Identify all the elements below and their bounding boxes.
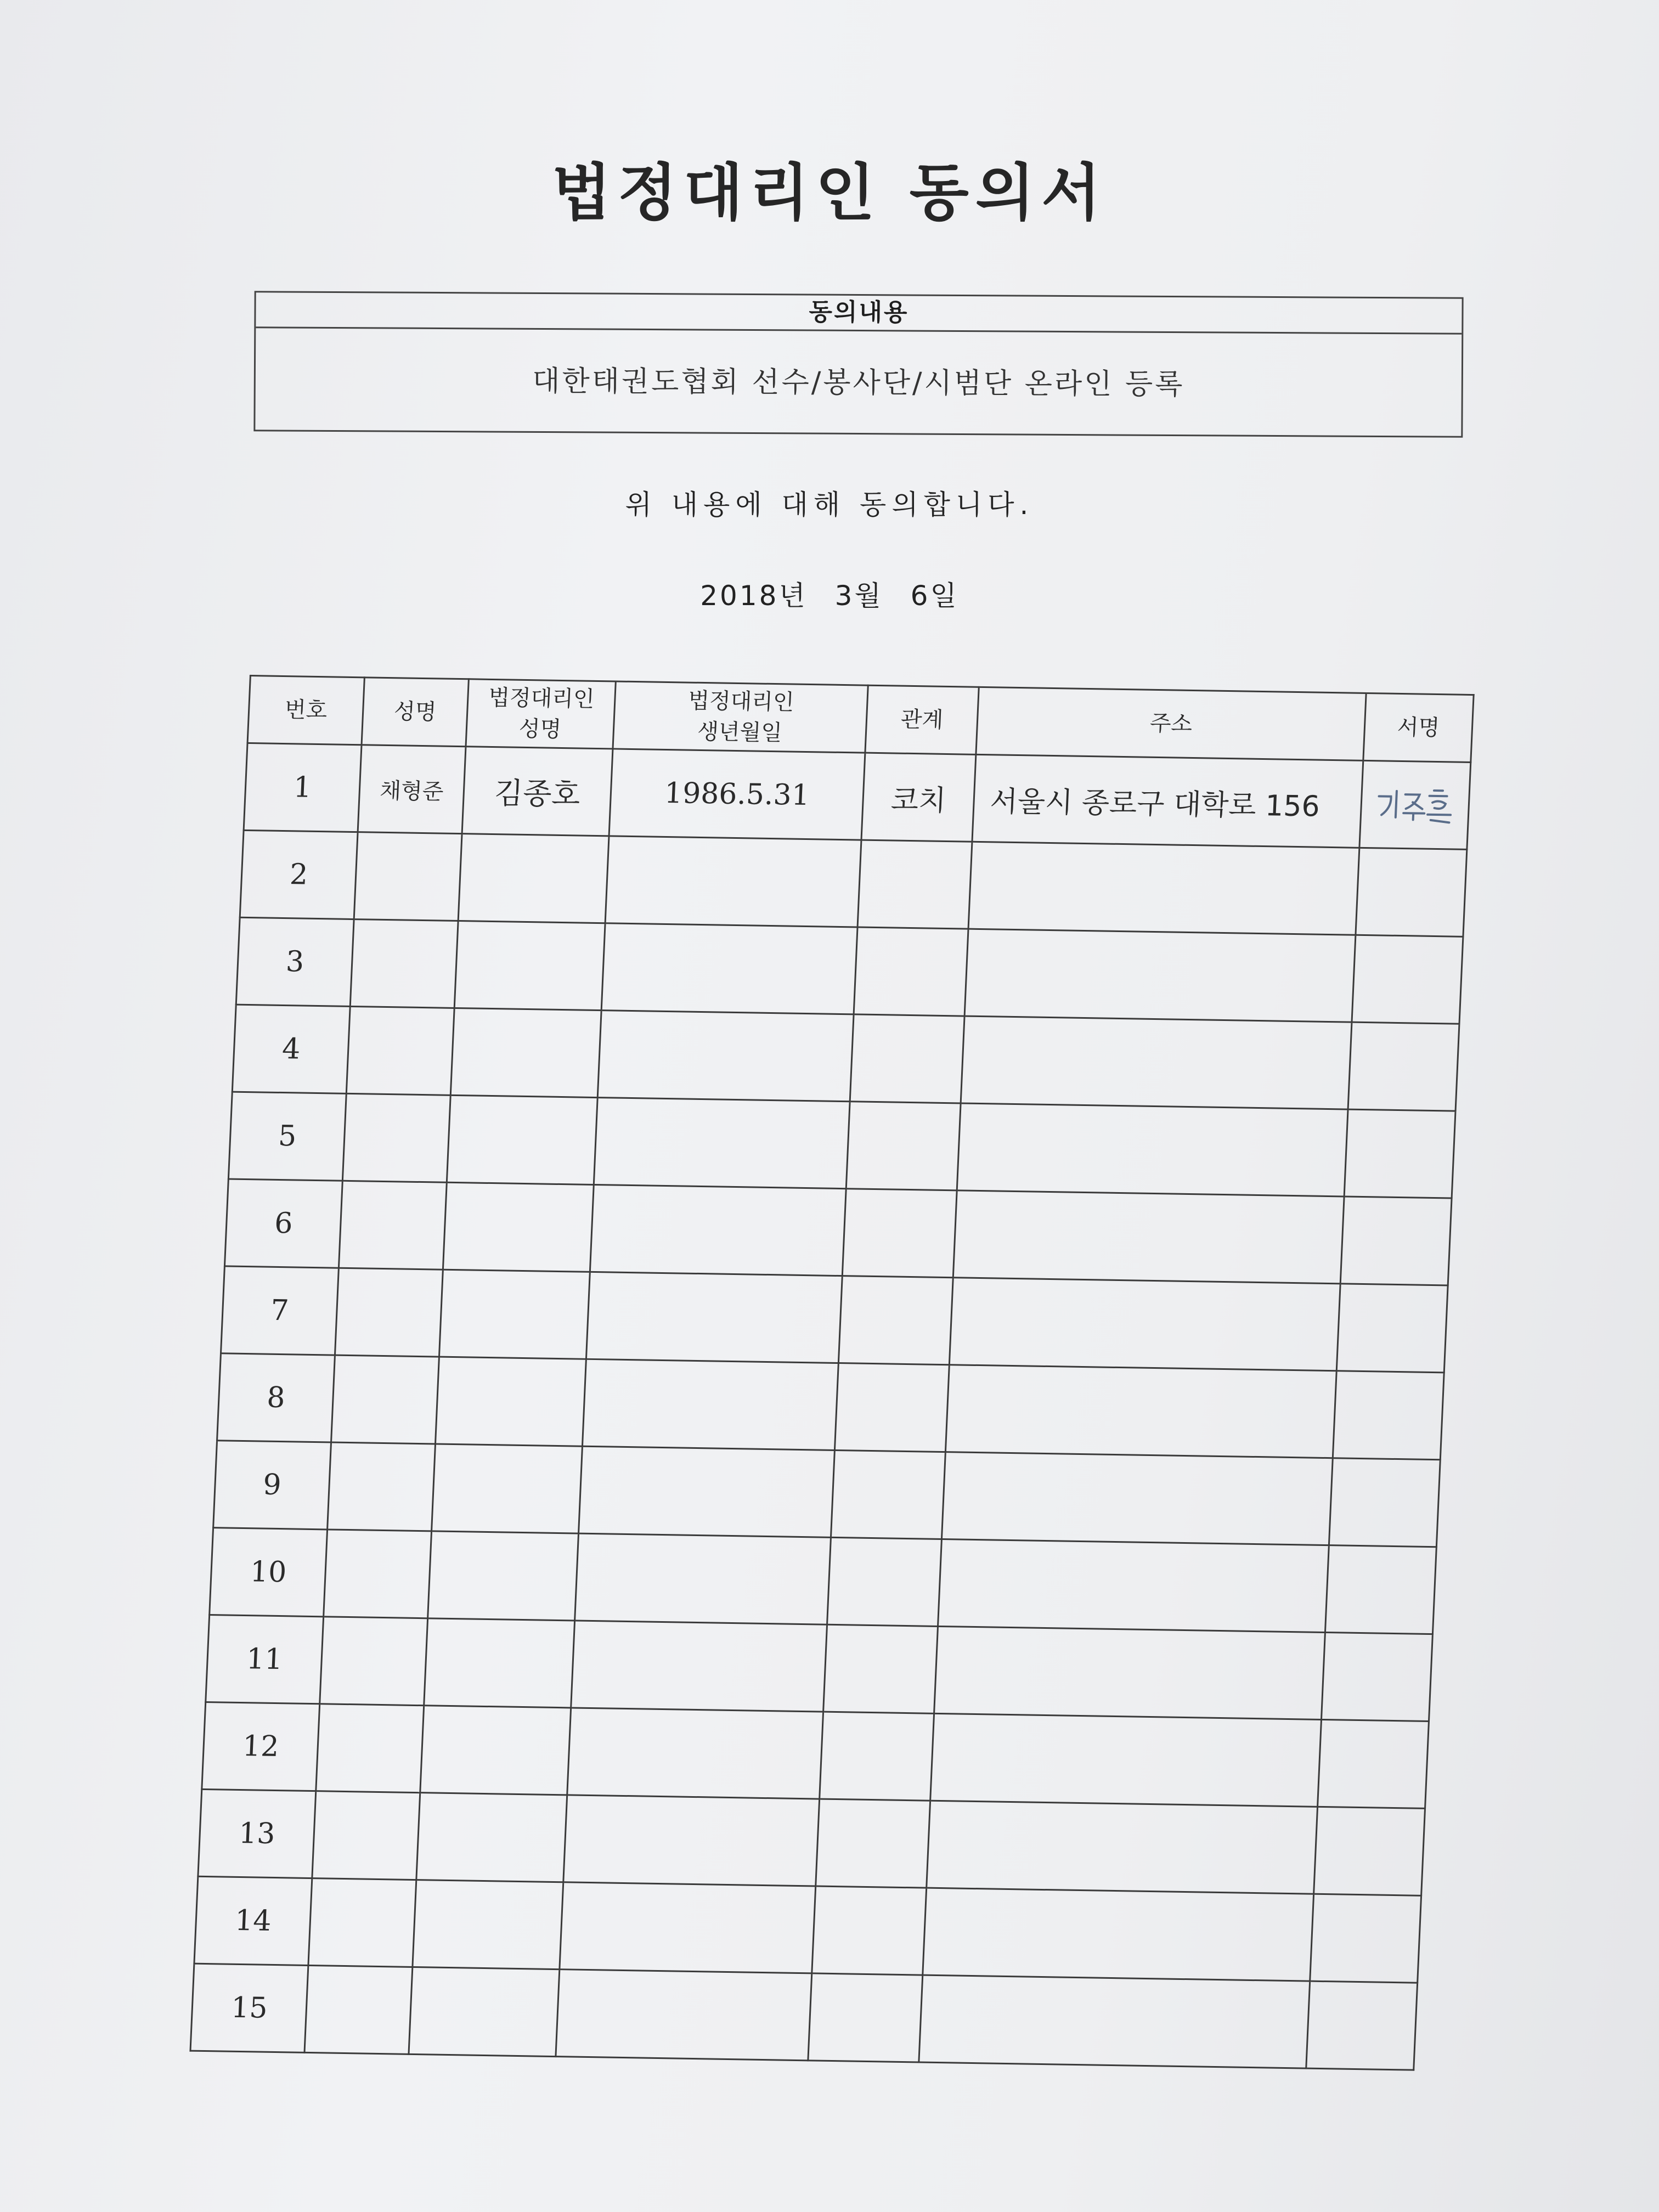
header-address: 주소 <box>976 687 1366 760</box>
cell-signature <box>1356 848 1467 936</box>
cell-name <box>316 1704 424 1793</box>
cell-guardian-birth <box>605 836 861 927</box>
header-guardian-name <box>466 679 616 749</box>
cell-address <box>941 1452 1333 1545</box>
cell-guardian-birth <box>601 923 857 1014</box>
cell-no: 3 <box>236 917 354 1006</box>
cell-no: 15 <box>190 1963 308 2052</box>
cell-guardian-birth <box>563 1795 820 1886</box>
cell-name <box>304 1965 413 2054</box>
cell-no: 11 <box>206 1615 324 1704</box>
cell-no: 10 <box>210 1528 328 1617</box>
cell-name <box>342 1093 450 1182</box>
header-guardian-birth-line2: 생년월일 <box>697 719 783 746</box>
cell-address <box>964 929 1356 1022</box>
header-name: 성명 <box>362 678 469 747</box>
cell-relation <box>812 1886 927 1975</box>
cell-signature <box>1318 1719 1429 1808</box>
cell-guardian-birth <box>567 1708 823 1799</box>
cell-no: 12 <box>202 1702 320 1791</box>
cell-relation <box>834 1363 949 1452</box>
header-signature: 서명 <box>1363 693 1474 762</box>
cell-address <box>949 1278 1340 1371</box>
cell-guardian-birth <box>586 1272 842 1363</box>
cell-no: 9 <box>213 1441 331 1530</box>
cell-signature <box>1359 760 1471 849</box>
cell-relation <box>846 1102 961 1190</box>
header-guardian-name-line1: 법정대리인 <box>488 685 595 712</box>
cell-signature <box>1329 1458 1440 1547</box>
cell-guardian-name <box>416 1793 567 1882</box>
table-row <box>190 1963 1418 2070</box>
cell-address <box>919 1975 1310 2068</box>
cell-no: 1 <box>244 743 362 832</box>
header-guardian-name-line2: 성명 <box>518 716 562 742</box>
cell-signature <box>1336 1284 1448 1373</box>
cell-relation <box>850 1014 964 1103</box>
cell-signature <box>1321 1633 1432 1722</box>
cell-signature <box>1314 1807 1425 1895</box>
cell-no: 8 <box>217 1353 335 1442</box>
cell-guardian-name: 김종호 <box>462 747 613 836</box>
cell-guardian-name <box>439 1269 590 1359</box>
cell-no: 2 <box>240 830 358 919</box>
cell-no: 6 <box>224 1179 342 1268</box>
cell-no: 14 <box>194 1876 312 1965</box>
cell-relation <box>854 927 968 1016</box>
cell-signature <box>1348 1022 1459 1111</box>
cell-relation <box>827 1537 942 1626</box>
cell-guardian-name <box>450 1008 601 1097</box>
cell-name <box>312 1791 420 1880</box>
cell-no: 13 <box>198 1789 316 1878</box>
cell-guardian-birth <box>571 1621 827 1712</box>
cell-guardian-name <box>443 1182 594 1272</box>
cell-no: 4 <box>232 1005 350 1093</box>
consent-heading: 동의내용 <box>256 292 1462 335</box>
cell-relation <box>820 1712 934 1801</box>
cell-name <box>320 1617 428 1706</box>
cell-signature <box>1310 1894 1421 1983</box>
cell-address <box>945 1365 1336 1458</box>
cell-name <box>354 832 462 921</box>
cell-name <box>350 919 458 1008</box>
cell-guardian-name <box>420 1706 571 1795</box>
cell-guardian-birth <box>597 1011 854 1102</box>
document-title: 법정대리인 동의서 <box>551 157 1108 229</box>
cell-signature <box>1344 1109 1455 1198</box>
cell-name <box>335 1268 443 1357</box>
cell-no: 7 <box>221 1266 338 1355</box>
cell-relation <box>816 1799 930 1888</box>
cell-guardian-name <box>447 1095 597 1184</box>
cell-relation <box>838 1276 953 1365</box>
cell-relation <box>842 1189 957 1278</box>
cell-name <box>308 1878 416 1967</box>
handwritten-signature <box>1373 780 1457 830</box>
cell-guardian-birth <box>575 1533 831 1624</box>
cell-name <box>328 1442 436 1531</box>
cell-guardian-name <box>436 1357 586 1446</box>
cell-signature <box>1306 1981 1418 2070</box>
cell-no: 5 <box>228 1092 346 1181</box>
cell-guardian-birth <box>560 1882 816 1973</box>
consent-content: 대한태권도협회 선수/봉사단/시범단 온라인 등록 <box>532 364 1185 402</box>
cell-address <box>923 1888 1314 1981</box>
cell-signature <box>1333 1371 1444 1460</box>
cell-guardian-name <box>458 834 609 923</box>
header-guardian-birth <box>613 681 868 753</box>
cell-guardian-name <box>413 1880 563 1970</box>
consent-box <box>253 291 1463 438</box>
cell-guardian-birth <box>582 1359 838 1450</box>
cell-relation: 코치 <box>861 753 976 842</box>
cell-name <box>346 1006 454 1095</box>
cell-guardian-birth <box>594 1098 850 1189</box>
registration-table-wrap <box>189 675 1474 2071</box>
cell-address <box>927 1801 1318 1894</box>
header-relation: 관계 <box>865 685 979 754</box>
registration-table <box>189 675 1474 2071</box>
cell-address <box>930 1713 1322 1807</box>
cell-name <box>338 1181 447 1269</box>
cell-address: 서울시 종로구 대학로 156 <box>972 754 1363 848</box>
cell-signature <box>1352 935 1463 1024</box>
cell-name <box>331 1355 439 1444</box>
cell-guardian-birth <box>590 1184 846 1276</box>
cell-address <box>968 842 1359 935</box>
agreement-statement: 위 내용에 대해 동의합니다. <box>625 489 1034 521</box>
cell-relation <box>823 1624 938 1713</box>
cell-name <box>324 1530 432 1618</box>
header-guardian-birth-line1: 법정대리인 <box>687 688 795 715</box>
cell-address <box>938 1539 1329 1633</box>
cell-signature <box>1340 1197 1452 1285</box>
cell-address <box>961 1016 1352 1109</box>
cell-relation <box>831 1450 945 1539</box>
document-date: 2018년 3월 6일 <box>700 580 959 612</box>
header-no: 번호 <box>247 676 364 745</box>
cell-address <box>953 1190 1344 1284</box>
cell-guardian-name <box>428 1531 579 1621</box>
cell-guardian-birth <box>579 1446 835 1537</box>
cell-guardian-name <box>409 1967 560 2056</box>
cell-guardian-name <box>424 1618 575 1708</box>
cell-relation <box>857 840 972 929</box>
cell-guardian-name <box>432 1444 583 1533</box>
cell-name: 채형준 <box>358 745 466 834</box>
cell-guardian-birth: 1986.5.31 <box>609 749 865 840</box>
cell-relation <box>808 1973 923 2062</box>
cell-guardian-birth <box>556 1970 812 2061</box>
cell-address <box>934 1626 1325 1719</box>
cell-guardian-name <box>454 921 605 1011</box>
cell-address <box>957 1103 1348 1197</box>
cell-signature <box>1325 1545 1436 1634</box>
